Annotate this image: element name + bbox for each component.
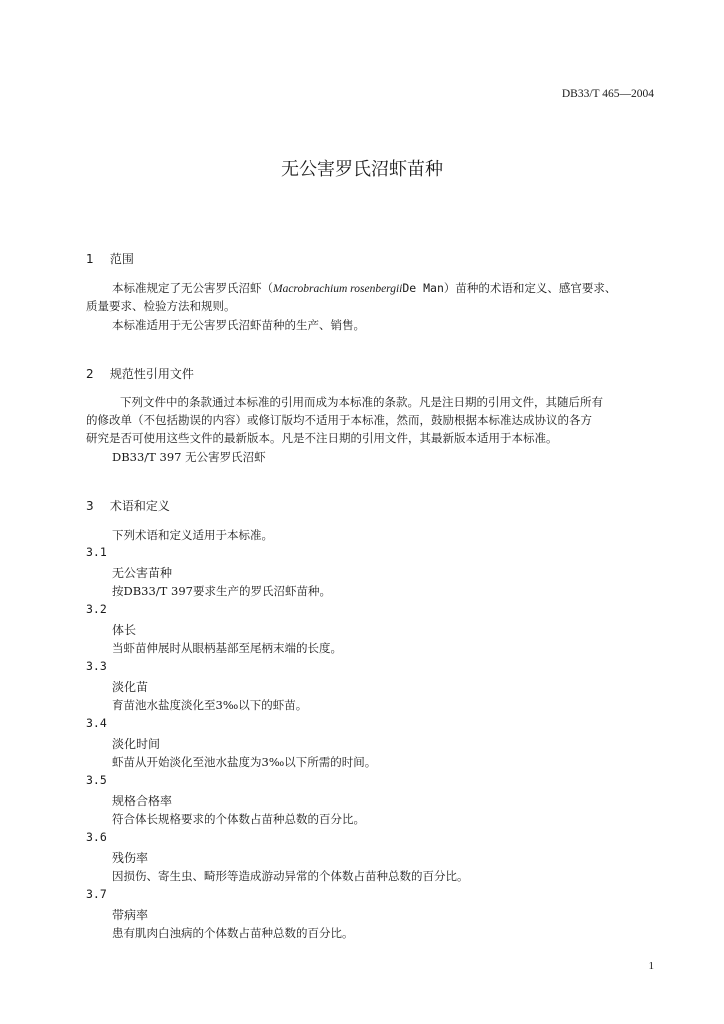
term-name: 规格合格率 bbox=[112, 794, 173, 808]
references-line-1: 下列文件中的条款通过本标准的引用而成为本标准的条款。凡是注日期的引用文件，其随后所有 bbox=[120, 395, 603, 409]
scope-applicability: 本标准适用于无公害罗氏沼虾苗种的生产、销售。 bbox=[112, 318, 365, 332]
standard-number: DB33/T 465—2004 bbox=[561, 88, 654, 100]
scope-paragraph-line-2: 质量要求、检验方法和规则。 bbox=[86, 299, 236, 313]
scope-author: De Man bbox=[402, 281, 444, 295]
reference-item: DB33/T 397 无公害罗氏沼虾 bbox=[112, 450, 266, 464]
term-definition: 符合体长规格要求的个体数占苗种总数的百分比。 bbox=[112, 812, 365, 826]
term-name: 体长 bbox=[112, 623, 137, 637]
section-number: 3 bbox=[86, 499, 94, 513]
term-name: 淡化苗 bbox=[112, 680, 149, 694]
section-2-heading bbox=[86, 365, 194, 382]
section-number: 1 bbox=[86, 252, 94, 266]
section-title: 规范性引用文件 bbox=[109, 367, 194, 381]
term-number: 3.4 bbox=[86, 716, 107, 730]
term-definition: 因损伤、寄生虫、畸形等造成游动异常的个体数占苗种总数的百分比。 bbox=[112, 869, 469, 883]
term-number: 3.6 bbox=[86, 830, 107, 844]
page-number: 1 bbox=[648, 960, 654, 972]
scope-text-post: ）苗种的术语和定义、感官要求、 bbox=[443, 281, 617, 295]
scope-text-pre: 本标准规定了无公害罗氏沼虾（ bbox=[112, 281, 273, 295]
references-line-2: 的修改单（不包括勘误的内容）或修订版均不适用于本标准，然而，鼓励根据本标准达成协议的各方 bbox=[86, 413, 592, 427]
term-name: 残伤率 bbox=[112, 851, 149, 865]
term-number: 3.1 bbox=[86, 545, 107, 559]
term-name: 带病率 bbox=[112, 908, 149, 922]
section-title: 范围 bbox=[109, 252, 134, 266]
term-definition: 当虾苗伸展时从眼柄基部至尾柄末端的长度。 bbox=[112, 641, 342, 655]
references-line-3: 研究是否可使用这些文件的最新版本。凡是不注日期的引用文件，其最新版本适用于本标准。 bbox=[86, 431, 558, 445]
term-number: 3.3 bbox=[86, 659, 107, 673]
term-name: 淡化时间 bbox=[112, 737, 161, 751]
section-1-heading bbox=[86, 250, 134, 267]
term-number: 3.5 bbox=[86, 773, 107, 787]
section-number: 2 bbox=[86, 367, 94, 381]
term-definition: 患有肌肉白浊病的个体数占苗种总数的百分比。 bbox=[112, 926, 354, 940]
scope-paragraph-line-1 bbox=[112, 279, 616, 298]
term-definition: 按DB33/T 397要求生产的罗氏沼虾苗种。 bbox=[112, 584, 331, 598]
term-definition: 育苗池水盐度淡化至3‰以下的虾苗。 bbox=[112, 698, 308, 712]
term-number: 3.7 bbox=[86, 887, 107, 901]
term-number: 3.2 bbox=[86, 602, 107, 616]
terms-intro: 下列术语和定义适用于本标准。 bbox=[112, 528, 273, 542]
term-name: 无公害苗种 bbox=[112, 566, 173, 580]
document-title: 无公害罗氏沼虾苗种 bbox=[281, 159, 443, 180]
term-definition: 虾苗从开始淡化至池水盐度为3‰以下所需的时间。 bbox=[112, 755, 377, 769]
section-3-heading bbox=[86, 497, 170, 514]
scope-latin-name: Macrobrachium rosenbergii bbox=[273, 283, 403, 295]
section-title: 术语和定义 bbox=[109, 499, 170, 513]
